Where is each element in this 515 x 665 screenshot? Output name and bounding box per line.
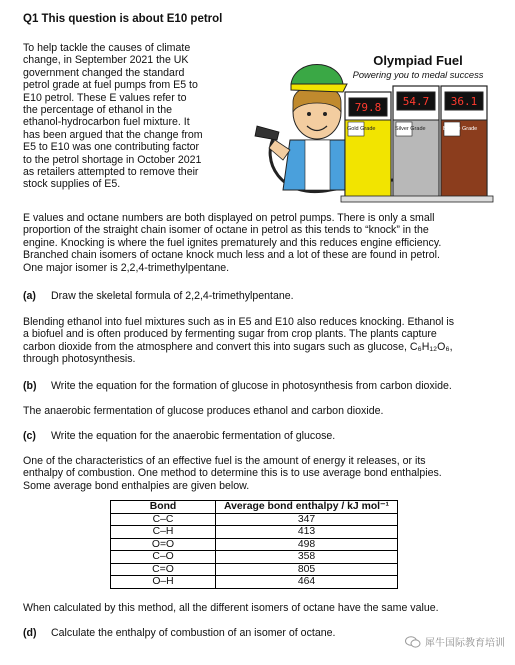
enthalpy-cell: 464 xyxy=(216,576,398,589)
brand-tagline: Powering you to medal success xyxy=(352,70,484,80)
text-line: When calculated by this method, all the different isomers of octane have the same value. xyxy=(23,602,439,614)
text-line: E values and octane numbers are both displayed on petrol pumps. There is only a small xyxy=(23,212,435,224)
wechat-icon xyxy=(405,636,421,648)
bronze-pump-display: 36.1 xyxy=(450,95,478,108)
table-row xyxy=(111,576,398,589)
gold-grade-label: Gold Grade xyxy=(347,126,376,132)
enthalpy-cell: 413 xyxy=(216,526,398,539)
text-line: One major isomer is 2,2,4-trimethylpentane. xyxy=(23,261,230,274)
intro-line: stock supplies of E5. xyxy=(23,178,121,191)
table-row xyxy=(111,526,398,539)
silver-pump-display: 54.7 xyxy=(402,95,430,108)
enthalpy-cell: 805 xyxy=(216,563,398,576)
paragraph-enthalpy xyxy=(23,455,498,492)
intro-line: the percentage of ethanol in the xyxy=(23,104,173,117)
question-text: Draw the skeletal formula of 2,2,4-trimethylpentane. xyxy=(51,290,294,302)
text-line: a biofuel and is often produced by fermenting sugar from crop plants. The plants capture xyxy=(23,328,437,341)
intro-line: ethanol-hydrocarbon fuel mixture. It xyxy=(23,116,190,129)
enthalpy-cell: 358 xyxy=(216,551,398,564)
svg-text:Gold Grade xyxy=(347,126,375,132)
gold-pump-display: 79.8 xyxy=(354,101,382,114)
intro-paragraph xyxy=(23,42,228,191)
intro-line: to the petrol shortage in October 2021 xyxy=(23,153,202,166)
intro-line: To help tackle the causes of climate xyxy=(23,42,191,54)
intro-line: E5 to E10 was one contributing factor xyxy=(23,141,200,154)
question-label: (d) xyxy=(23,627,37,639)
paragraph-ethanol xyxy=(23,316,498,366)
question-c xyxy=(23,430,335,442)
text-line: engine. Knocking is where the fuel ignites prematurely and this reduces engine efficiency. xyxy=(23,236,442,249)
bond-cell: O=O xyxy=(111,538,216,551)
column-header: Bond xyxy=(111,501,216,514)
cap-brim xyxy=(291,84,347,92)
text-line: Blending ethanol into fuel mixtures such as in E5 and E10 also reduces knocking. Ethanol is xyxy=(23,316,455,328)
intro-line: government changed the standard xyxy=(23,66,185,79)
text-line: proportion of the straight chain isomer of octane in petrol as this tends to “knock” in the xyxy=(23,224,429,237)
table-row xyxy=(111,513,398,526)
bond-cell: O–H xyxy=(111,576,216,589)
text-line: enthalpy of combustion. One method to determine this is to use average bond enthalpies. xyxy=(23,467,442,480)
enthalpy-cell: 347 xyxy=(216,513,398,526)
bond-enthalpy-table xyxy=(110,500,398,589)
intro-line: has been argued that the change from xyxy=(23,128,203,141)
watermark xyxy=(405,634,505,649)
question-label: (b) xyxy=(23,380,37,392)
enthalpy-cell: 498 xyxy=(216,538,398,551)
intro-line: as retailers attempted to remove their xyxy=(23,166,199,179)
text-line: through photosynthesis. xyxy=(23,353,136,366)
column-header: Average bond enthalpy / kJ mol⁻¹ xyxy=(216,501,398,514)
brand-name: Olympiad Fuel xyxy=(373,53,463,68)
bond-cell: C–H xyxy=(111,526,216,539)
watermark-text: 犀牛国际教育培训 xyxy=(425,638,505,649)
question-d xyxy=(23,627,335,639)
intro-line: E10 petrol. These E values refer to xyxy=(23,91,187,104)
question-b xyxy=(23,380,452,392)
paragraph-octane xyxy=(23,212,498,274)
intro-line: change, in September 2021 the UK xyxy=(23,54,189,67)
table-row xyxy=(111,551,398,564)
bond-cell: C=O xyxy=(111,563,216,576)
intro-line: petrol grade at fuel pumps from E5 to xyxy=(23,79,198,92)
question-label: (c) xyxy=(23,430,36,442)
question-text: Write the equation for the anaerobic fermentation of glucose. xyxy=(51,430,336,442)
bond-cell: C–O xyxy=(111,551,216,564)
table-header-row xyxy=(111,501,398,514)
pump-base xyxy=(341,196,493,202)
text-line: carbon dioxide from the atmosphere and convert this into sugars such as glucose, C₆H₁₂O₆, xyxy=(23,340,453,353)
question-a xyxy=(23,290,294,302)
text-line: One of the characteristics of an effective fuel is the amount of energy it releases, or its xyxy=(23,455,426,467)
question-text: Write the equation for the formation of glucose in photosynthesis from carbon dioxide. xyxy=(51,380,452,392)
silver-grade-label: Silver Grade xyxy=(395,126,426,132)
text-line: The anaerobic fermentation of glucose produces ethanol and carbon dioxide. xyxy=(23,405,384,417)
table-row xyxy=(111,538,398,551)
question-text: Calculate the enthalpy of combustion of an isomer of octane. xyxy=(51,627,336,639)
table-row xyxy=(111,563,398,576)
svg-text:Silver Grade xyxy=(395,126,426,132)
cap-icon xyxy=(291,65,343,85)
text-line: Some average bond enthalpies are given below. xyxy=(23,479,250,492)
attendant-shirt-front xyxy=(305,140,330,190)
question-title: Q1 This question is about E10 petrol xyxy=(23,13,223,25)
text-line: Branched chain isomers of octane knock much less and a lot of these are found in petrol. xyxy=(23,249,440,262)
bronze-grade-label: Bronze Grade xyxy=(443,126,478,132)
paragraph-fermentation xyxy=(23,405,498,417)
question-label: (a) xyxy=(23,290,36,302)
svg-text:Bronze Grade xyxy=(443,126,477,132)
fuel-nozzle-icon xyxy=(255,126,279,140)
bond-cell: C–C xyxy=(111,513,216,526)
paragraph-isomers xyxy=(23,602,498,614)
